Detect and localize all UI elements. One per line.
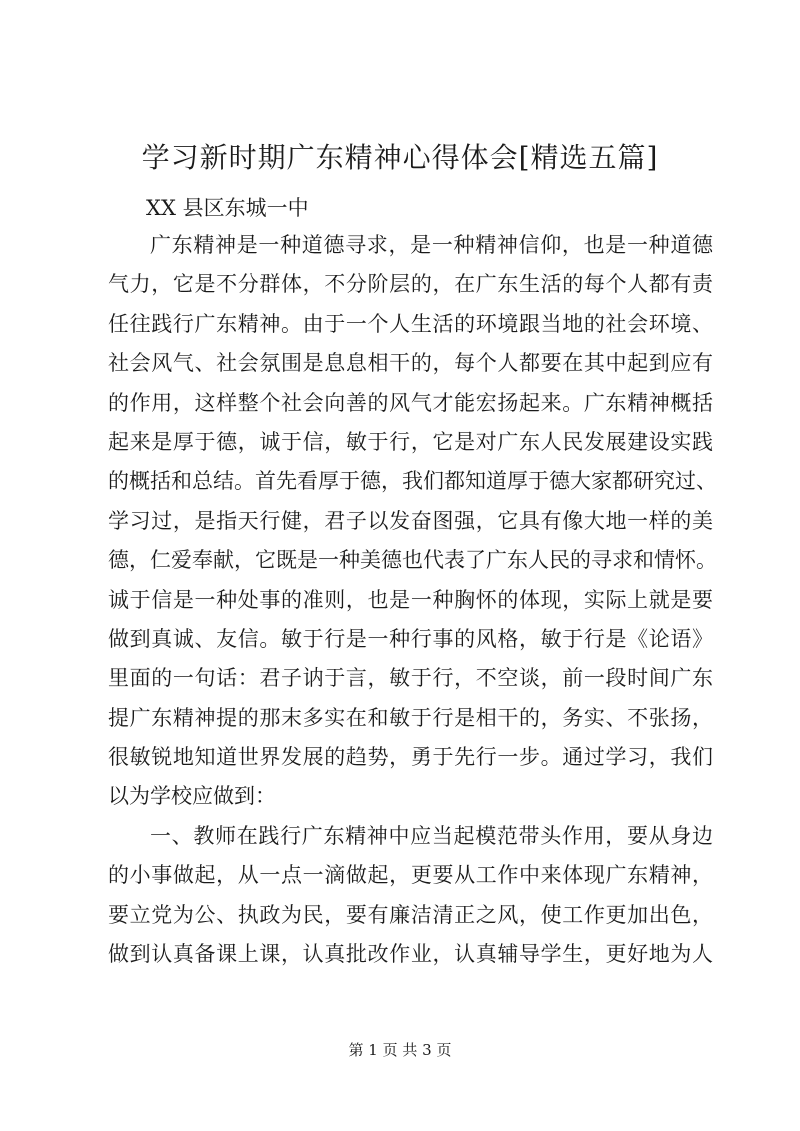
text-line: 的小事做起，从一点一滴做起，更要从工作中来体现广东精神， — [108, 863, 713, 888]
text-line: 要立党为公、执政为民，要有廉洁清正之风，使工作更加出色， — [108, 902, 713, 927]
text-line: 诚于信是一种处事的准则，也是一种胸怀的体现，实际上就是要 — [108, 587, 713, 612]
text-line: 的作用，这样整个社会向善的风气才能宏扬起来。广东精神概括 — [108, 390, 713, 415]
text-line: 任往践行广东精神。由于一个人生活的环境跟当地的社会环境、 — [108, 311, 713, 336]
text-line: 的概括和总结。首先看厚于德，我们都知道厚于德大家都研究过、 — [108, 469, 717, 494]
paragraph-2 — [108, 817, 713, 975]
page-footer: 第 1 页 共 3 页 — [348, 1041, 452, 1059]
text-line: 社会风气、社会氛围是息息相干的，每个人都要在其中起到应有 — [108, 351, 713, 376]
document-body — [108, 226, 717, 974]
text-line: 做到真诚、友信。敏于行是一种行事的风格，敏于行是《论语》 — [108, 626, 713, 651]
text-line: 以为学校应做到： — [108, 784, 276, 809]
text-line: 德，仁爱奉献，它既是一种美德也代表了广东人民的寻求和情怀。 — [108, 548, 717, 573]
text-line: 学习过，是指天行健，君子以发奋图强，它具有像大地一样的美 — [108, 508, 713, 533]
document-title: 学习新时期广东精神心得体会[精选五篇] — [141, 141, 659, 174]
text-line: 广东精神是一种道德寻求，是一种精神信仰，也是一种道德 — [150, 233, 713, 257]
paragraph-1 — [108, 226, 717, 817]
text-line: 气力，它是不分群体，不分阶层的，在广东生活的每个人都有责 — [108, 272, 713, 297]
text-line: 一、教师在践行广东精神中应当起模范带头作用，要从身边 — [150, 823, 713, 848]
text-line: 很敏锐地知道世界发展的趋势，勇于先行一步。通过学习，我们 — [108, 745, 713, 770]
text-line: 起来是厚于德，诚于信，敏于行，它是对广东人民发展建设实践 — [108, 429, 713, 454]
author-line: XX 县区东城一中 — [146, 196, 309, 220]
text-line: 里面的一句话：君子讷于言，敏于行，不空谈，前一段时间广东 — [108, 666, 713, 691]
text-line: 做到认真备课上课，认真批改作业，认真辅导学生，更好地为人 — [108, 942, 713, 967]
text-line: 提广东精神提的那末多实在和敏于行是相干的，务实、不张扬， — [108, 705, 713, 730]
